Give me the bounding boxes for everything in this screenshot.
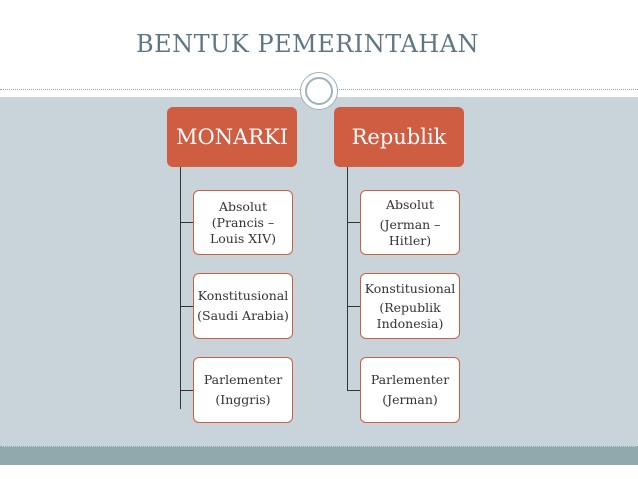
connector-branch <box>180 306 193 307</box>
node-label: Konstitusional <box>364 280 456 296</box>
connector-branch <box>347 390 360 391</box>
node-detail: (Jerman – <box>379 216 441 232</box>
node-republik-absolut <box>360 190 460 255</box>
node-detail: (Jerman) <box>382 392 438 407</box>
node-monarki-absolut <box>193 190 293 255</box>
connector-vertical-monarki <box>180 167 181 409</box>
heading-republik: Republik <box>334 107 464 167</box>
connector-branch <box>347 222 360 223</box>
connector-branch <box>347 306 360 307</box>
node-detail: (Inggris) <box>215 392 271 407</box>
divider-line-bottom <box>0 446 638 447</box>
node-detail: (Saudi Arabia) <box>197 308 289 323</box>
node-detail: Louis XIV) <box>209 230 276 246</box>
node-republik-konstitusional <box>360 273 460 339</box>
connector-vertical-republik <box>347 167 348 391</box>
slide-title: BENTUK PEMERINTAHAN <box>136 30 480 58</box>
node-label: Konstitusional <box>197 288 289 303</box>
node-label: Absolut <box>218 198 268 214</box>
node-detail: (Republik <box>379 299 441 315</box>
node-detail: Indonesia) <box>376 315 444 331</box>
node-label: Parlementer <box>203 372 283 387</box>
node-detail: (Prancis – <box>211 214 275 230</box>
connector-branch <box>180 390 193 391</box>
heading-monarki: MONARKI <box>167 107 297 167</box>
content-panel <box>0 97 638 447</box>
node-monarki-parlementer <box>193 357 293 423</box>
node-label: Parlementer <box>370 372 450 387</box>
ring-inner-icon <box>305 77 333 105</box>
node-label: Absolut <box>385 196 435 212</box>
connector-branch <box>180 222 193 223</box>
node-detail: Hitler) <box>388 232 432 248</box>
node-monarki-konstitusional <box>193 273 293 339</box>
bottom-band <box>0 447 638 465</box>
node-republik-parlementer <box>360 357 460 423</box>
